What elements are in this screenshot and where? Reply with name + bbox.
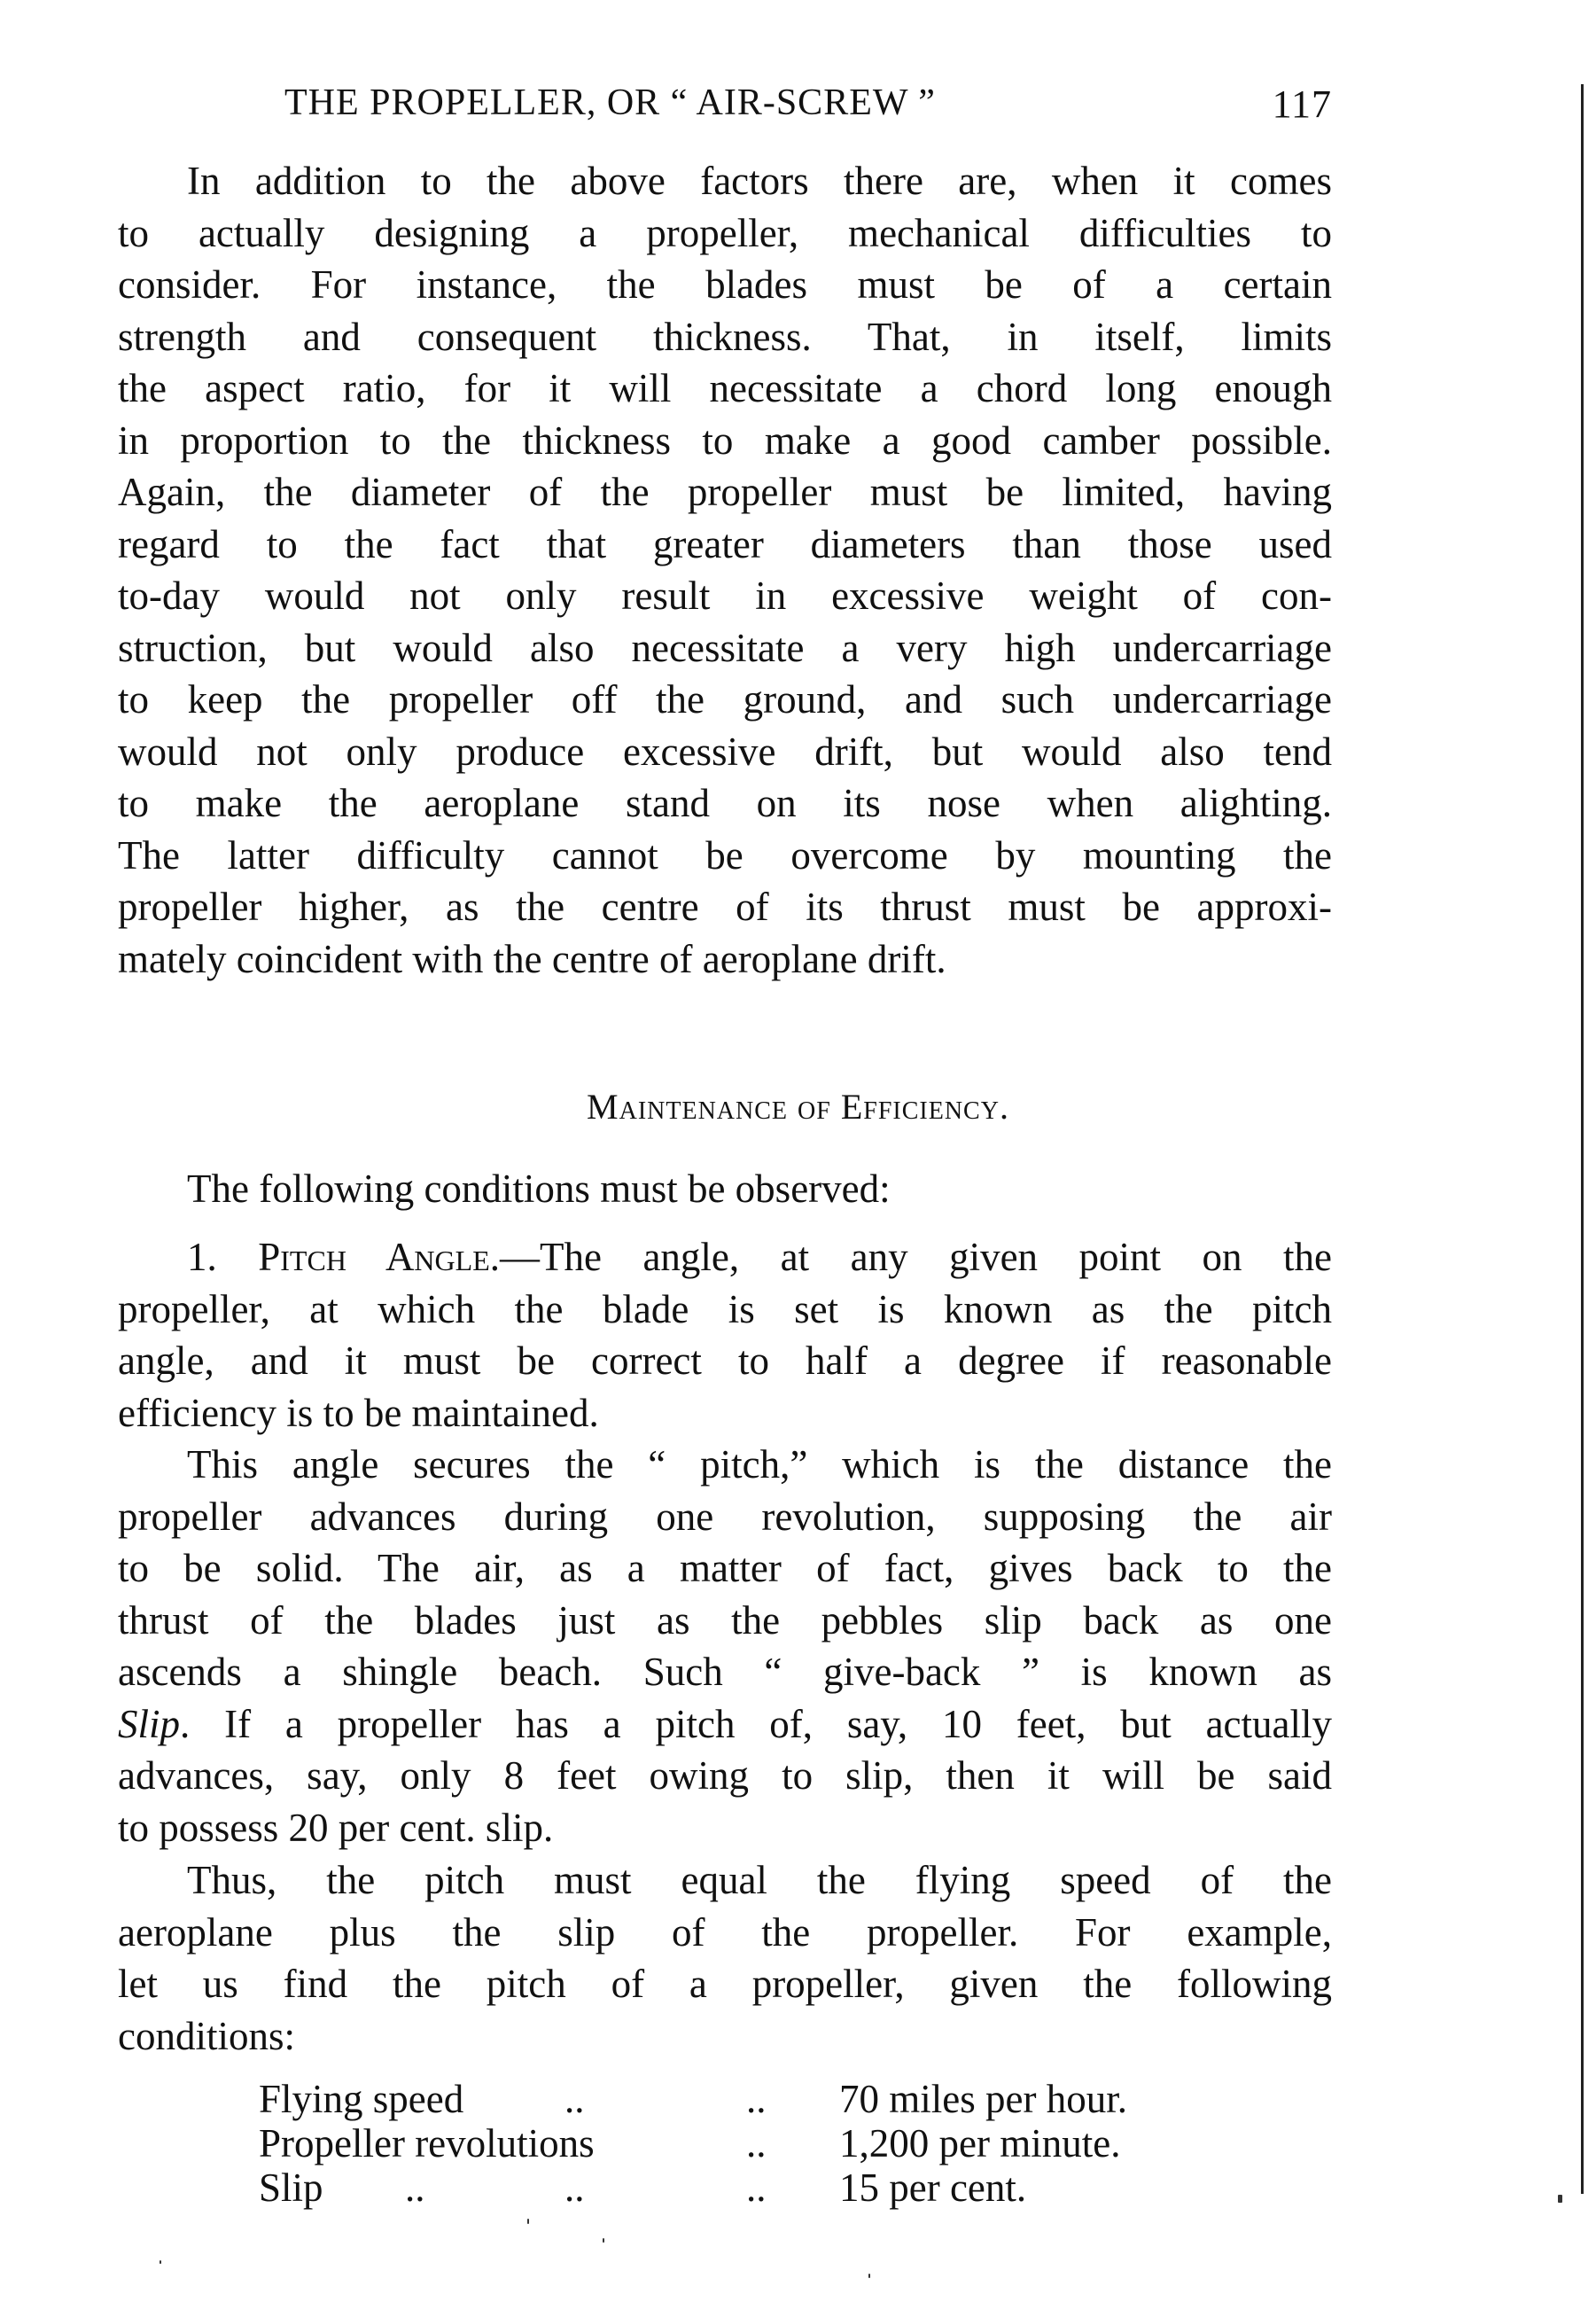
text-line xyxy=(118,1698,1332,1751)
scan-speck xyxy=(868,2274,870,2278)
text-line: The latter difficulty cannot be overcome by mounting the xyxy=(118,832,1332,878)
text-line: propeller higher, as the centre of its thrust must be approxi- xyxy=(118,885,1332,929)
scan-speck xyxy=(603,2238,604,2243)
running-title: THE PROPELLER, OR “ AIR-SCREW ” xyxy=(284,82,936,123)
scan-speck xyxy=(160,2260,161,2264)
text-line: let us find the pitch of a propeller, given the following xyxy=(118,1962,1332,2006)
row-label: Propeller revolutions xyxy=(259,2121,595,2165)
text-line: efficiency is to be maintained. xyxy=(118,1390,599,1435)
text-line: the aspect ratio, for it will necessitate a chord long enough xyxy=(118,366,1332,410)
paragraph-design-difficulties xyxy=(118,155,1332,985)
text-line: to keep the propeller off the ground, and such undercarriage xyxy=(118,677,1332,722)
scan-speck xyxy=(1558,2195,1562,2203)
item-title: Pitch Angle. xyxy=(258,1235,500,1279)
text-line: propeller, at which the blade is set is known as the pitch xyxy=(118,1286,1332,1331)
row-label: Slip xyxy=(259,2165,323,2210)
conditions-table xyxy=(259,2077,1234,2210)
leader-dots: .. xyxy=(746,2121,767,2165)
text-line: In addition to the above factors there are, when it comes xyxy=(187,159,1332,203)
item-text: —The angle, at any given point on the xyxy=(500,1235,1332,1279)
text-line: mately coincident with the centre of aeroplane drift. xyxy=(118,936,946,981)
section-heading: Maintenance of Efficiency. xyxy=(587,1087,1009,1127)
page-number: 117 xyxy=(1272,82,1332,126)
paragraph-pitch-example xyxy=(118,1854,1332,2062)
text-line: consider. For instance, the blades must be of a certain xyxy=(118,262,1332,307)
row-label: Flying speed xyxy=(259,2077,464,2121)
text-line: thrust of the blades just as the pebbles slip back as one xyxy=(118,1597,1332,1643)
paragraph-pitch-and-slip xyxy=(118,1439,1332,1853)
text-line: strength and consequent thickness. That, in itself, limits xyxy=(118,314,1332,359)
leader-dots: .. xyxy=(405,2165,425,2210)
text-line: to be solid. The air, as a matter of fact, gives back to the xyxy=(118,1546,1332,1590)
text-line: The following conditions must be observed: xyxy=(187,1167,891,1211)
text-line: in proportion to the thickness to make a good camber possible. xyxy=(118,417,1332,463)
leader-dots: .. xyxy=(746,2165,767,2210)
page-edge-rule xyxy=(1581,84,1584,2194)
leader-dots: .. xyxy=(564,2077,585,2121)
text-line: Again, the diameter of the propeller must be limited, having xyxy=(118,470,1332,514)
slip-term: Slip xyxy=(118,1701,181,1746)
text-line: to-day would not only result in excessive weight of con- xyxy=(118,574,1332,618)
leader-dots: .. xyxy=(746,2077,767,2121)
text-line xyxy=(118,1231,1332,1284)
text-line: to make the aeroplane stand on its nose when alighting. xyxy=(118,781,1332,825)
text-line: This angle secures the “ pitch,” which is the distance the xyxy=(187,1442,1332,1487)
text-line: regard to the fact that greater diameters than those used xyxy=(118,521,1332,566)
table-row xyxy=(259,2165,1234,2210)
item-number: 1. xyxy=(187,1235,217,1279)
running-header xyxy=(118,82,1332,135)
text-line: angle, and it must be correct to half a degree if reasonable xyxy=(118,1338,1332,1383)
text-line: advances, say, only 8 feet owing to slip, then it will be said xyxy=(118,1753,1332,1798)
scan-speck xyxy=(527,2219,529,2224)
text-line: would not only produce excessive drift, but would also tend xyxy=(118,729,1332,774)
leader-dots: .. xyxy=(564,2165,585,2210)
row-value: 1,200 per minute. xyxy=(839,2121,1121,2165)
table-row xyxy=(259,2121,1234,2165)
text-line: propeller advances during one revolution, supposing the air xyxy=(118,1494,1332,1539)
text-line: to possess 20 per cent. slip. xyxy=(118,1805,554,1850)
text-line: aeroplane plus the slip of the propeller. For example, xyxy=(118,1909,1332,1955)
text-line: conditions: xyxy=(118,2013,295,2058)
text-line: to actually designing a propeller, mechanical difficulties to xyxy=(118,210,1332,255)
row-value: 70 miles per hour. xyxy=(839,2077,1127,2121)
text-line: Thus, the pitch must equal the flying speed of the xyxy=(187,1858,1332,1902)
text-line: struction, but would also necessitate a very high undercarriage xyxy=(118,625,1332,670)
table-row xyxy=(259,2077,1234,2121)
row-value: 15 per cent. xyxy=(839,2165,1027,2210)
paragraph-conditions-intro xyxy=(118,1163,1332,1215)
text-line: ascends a shingle beach. Such “ give-back ” is known as xyxy=(118,1650,1332,1694)
slip-line-text: . If a propeller has a pitch of, say, 10 feet, but actually xyxy=(180,1701,1332,1746)
paragraph-pitch-angle xyxy=(118,1231,1332,1439)
